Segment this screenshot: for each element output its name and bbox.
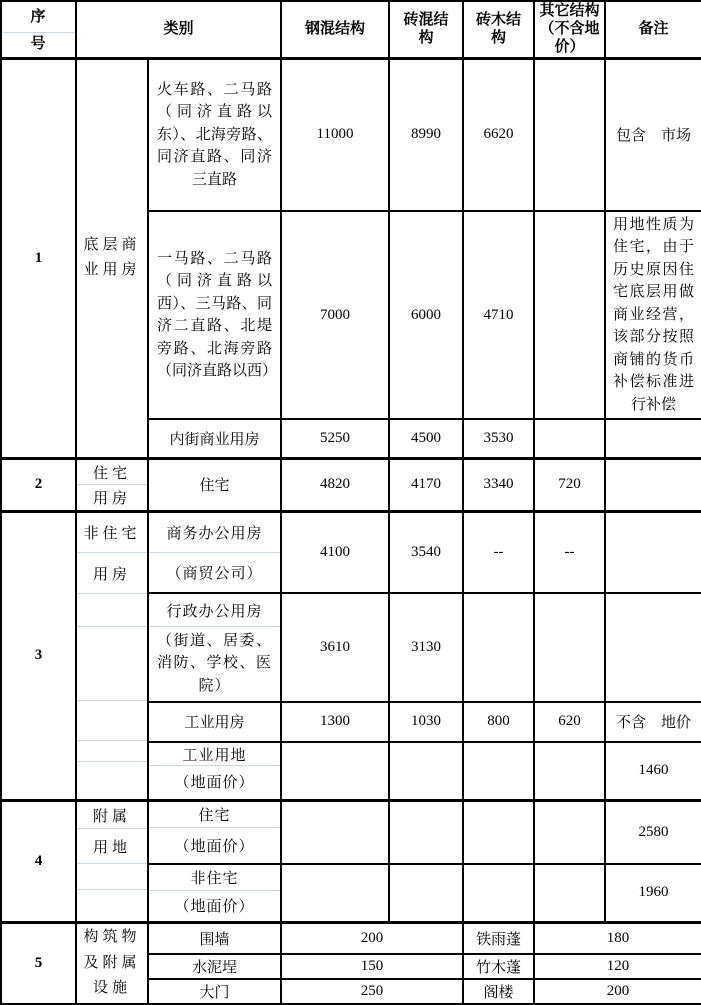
- category-filler: [77, 740, 147, 760]
- value-steel: [281, 742, 389, 800]
- value-brick-wood: [463, 593, 534, 701]
- remark-header-cell: 备注: [605, 1, 701, 58]
- item-value-cell: 250: [281, 979, 463, 1004]
- serial-cell-g3: 3: [1, 511, 76, 800]
- category-filler: [77, 626, 147, 700]
- category-filler: [77, 889, 147, 920]
- item-value-cell: 200: [281, 922, 463, 954]
- subcategory-cell: [148, 742, 281, 800]
- value-brick-concrete: 8990: [389, 58, 463, 211]
- value-brick-concrete: 3540: [389, 511, 463, 593]
- value-steel: 4100: [281, 511, 389, 593]
- category-line2: 用房: [77, 484, 147, 509]
- serial-cell-g4: 4: [1, 800, 76, 922]
- category-filler: [77, 700, 147, 740]
- subcategory-cell: 一马路、二马路（同济直路以西）、三马路、同济二直路、北堤旁路、北海旁路（同济直路以西）: [148, 211, 281, 419]
- remark-cell: [605, 458, 701, 511]
- value-brick-wood: --: [463, 511, 534, 593]
- value-other: --: [534, 511, 605, 593]
- subcategory-line1: 住宅: [198, 808, 231, 825]
- steel-structure-header-cell: 钢混结构: [281, 1, 389, 58]
- value-brick-concrete: 4500: [389, 419, 463, 458]
- item-name-cell: 水泥埕: [148, 954, 281, 979]
- value-steel: 5250: [281, 419, 389, 458]
- serial-cell-g2: 2: [1, 458, 76, 511]
- category-filler: [77, 593, 147, 626]
- category-cell-g2: [76, 458, 148, 511]
- serial-header-cell: [1, 1, 76, 58]
- serial-header-line2: 号: [2, 32, 75, 56]
- remark-cell: 不含 地价: [605, 702, 701, 742]
- category-filler: [77, 863, 147, 889]
- value-steel: 4820: [281, 458, 389, 511]
- value-brick-concrete: [389, 800, 463, 864]
- item-name-cell: 大门: [148, 979, 281, 1004]
- subcategory-cell: [148, 593, 281, 701]
- remark-cell: [605, 593, 701, 701]
- category-header-cell: 类别: [76, 1, 281, 58]
- subcategory-cell: [148, 511, 281, 593]
- value-brick-wood: [463, 742, 534, 800]
- serial-header-line1: 序: [30, 9, 47, 26]
- value-steel: [281, 864, 389, 922]
- subcategory-cell: 住宅: [148, 458, 281, 511]
- item-name-cell: 铁雨蓬: [463, 922, 534, 954]
- value-brick-concrete: 6000: [389, 211, 463, 419]
- serial-cell-g5: 5: [1, 922, 76, 1004]
- value-other: [534, 800, 605, 864]
- subcategory-cell: 工业用房: [148, 702, 281, 742]
- remark-cell: [605, 511, 701, 593]
- value-brick-wood: 800: [463, 702, 534, 742]
- value-other: [534, 864, 605, 922]
- value-brick-wood: 3340: [463, 458, 534, 511]
- value-other: [534, 211, 605, 419]
- value-other: [534, 593, 605, 701]
- subcategory-line2: （地面价）: [149, 827, 280, 862]
- remark-cell: 2580: [605, 800, 701, 864]
- item-value-cell: 150: [281, 954, 463, 979]
- remark-cell: [605, 419, 701, 458]
- item-name-cell: 竹木蓬: [463, 954, 534, 979]
- value-brick-wood: 6620: [463, 58, 534, 211]
- subcategory-cell: [148, 800, 281, 864]
- subcategory-line2: （地面价）: [149, 890, 280, 920]
- subcategory-line1: 非住宅: [190, 871, 239, 888]
- subcategory-line2: （商贸公司）: [149, 552, 280, 592]
- value-brick-concrete: 3130: [389, 593, 463, 701]
- subcategory-line1: 工业用地: [182, 747, 247, 764]
- value-brick-concrete: 4170: [389, 458, 463, 511]
- category-filler: [77, 761, 147, 799]
- category-line1: 住宅: [92, 465, 131, 482]
- remark-cell: 用地性质为住宅，由于历史原因住宅底层用做商业经营，该部分按照商铺的货币补偿标准进行补偿: [605, 211, 701, 419]
- item-value-cell: 180: [534, 922, 701, 954]
- item-value-cell: 120: [534, 954, 701, 979]
- serial-cell-g1: 1: [1, 58, 76, 458]
- value-steel: 7000: [281, 211, 389, 419]
- value-brick-concrete: [389, 864, 463, 922]
- subcategory-line1: 商务办公用房: [166, 526, 263, 543]
- value-other: [534, 58, 605, 211]
- value-brick-concrete: [389, 742, 463, 800]
- subcategory-line2: （地面价）: [149, 765, 280, 798]
- value-steel: 1300: [281, 702, 389, 742]
- category-cell-g1: 底层商业用房: [76, 58, 148, 458]
- other-structure-header-cell: 其它结构（不含地价）: [534, 1, 605, 58]
- category-line2: 用房: [77, 552, 147, 593]
- category-line2: 用地: [77, 828, 147, 863]
- category-cell-g5: 构筑物及附属设施: [76, 922, 148, 1004]
- value-steel: 3610: [281, 593, 389, 701]
- category-line1: 非住宅: [83, 525, 141, 542]
- value-brick-wood: [463, 800, 534, 864]
- value-brick-wood: 3530: [463, 419, 534, 458]
- value-other: [534, 419, 605, 458]
- brick-wood-header-cell: 砖木结构: [463, 1, 534, 58]
- subcategory-line1: 行政办公用房: [166, 604, 263, 621]
- value-brick-wood: [463, 864, 534, 922]
- item-value-cell: 200: [534, 979, 701, 1004]
- item-name-cell: 围墙: [148, 922, 281, 954]
- value-other: 720: [534, 458, 605, 511]
- value-other: 620: [534, 702, 605, 742]
- remark-cell: 1460: [605, 742, 701, 800]
- subcategory-line2: （街道、居委、消防、学校、医院）: [149, 626, 280, 699]
- category-cell-g4: [76, 800, 148, 922]
- value-steel: [281, 800, 389, 864]
- category-line1: 附属: [92, 808, 131, 825]
- remark-cell: 1960: [605, 864, 701, 922]
- value-brick-concrete: 1030: [389, 702, 463, 742]
- remark-cell: 包含 市场: [605, 58, 701, 211]
- subcategory-cell: 火车路、二马路（同济直路以东）、北海旁路、同济直路、同济三直路: [148, 58, 281, 211]
- brick-concrete-header-cell: 砖混结构: [389, 1, 463, 58]
- value-other: [534, 742, 605, 800]
- category-cell-g3: [76, 511, 148, 800]
- subcategory-cell: 内街商业用房: [148, 419, 281, 458]
- subcategory-cell: [148, 864, 281, 922]
- item-name-cell: 阁楼: [463, 979, 534, 1004]
- value-steel: 11000: [281, 58, 389, 211]
- value-brick-wood: 4710: [463, 211, 534, 419]
